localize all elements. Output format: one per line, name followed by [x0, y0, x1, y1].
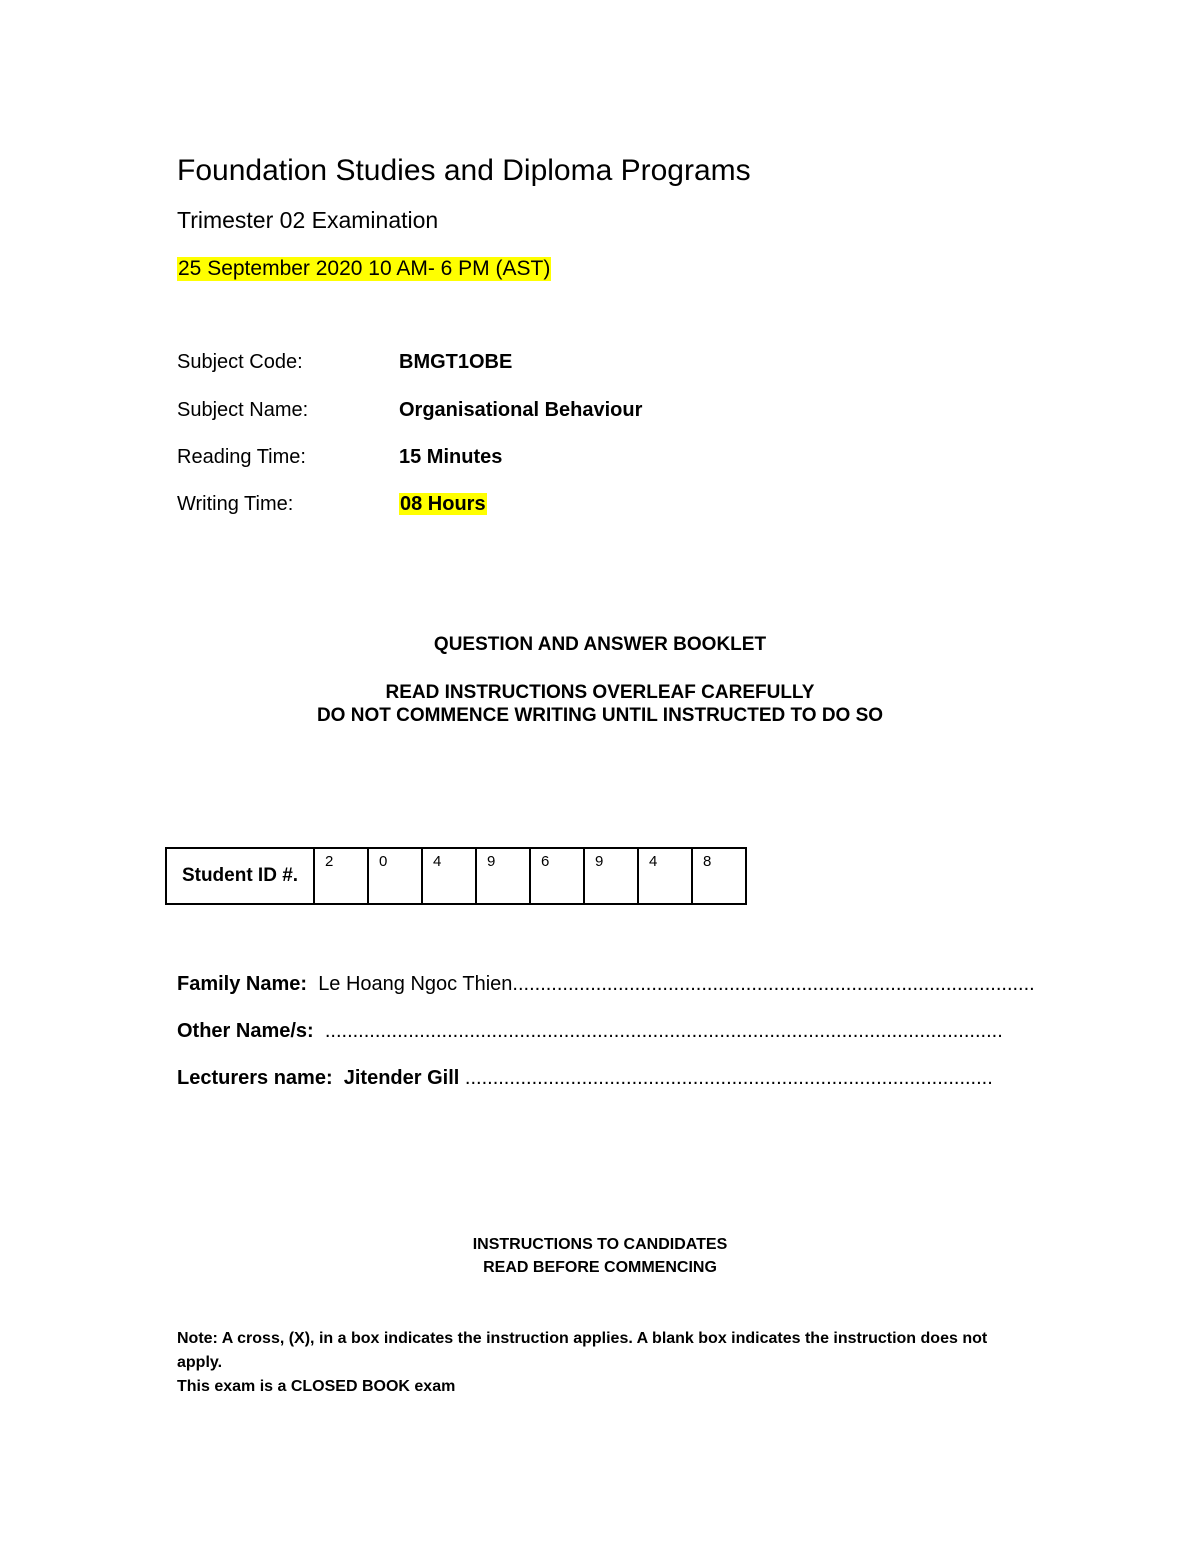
subject-code-label: Subject Code:	[177, 351, 303, 373]
booklet-heading: QUESTION AND ANSWER BOOKLET	[433, 634, 767, 655]
family-name-dots: ..............................................................................................	[512, 973, 1035, 995]
student-id-digit-4[interactable]: 9	[476, 848, 530, 904]
booklet-instruction-2: DO NOT COMMENCE WRITING UNTIL INSTRUCTED TO DO SO	[316, 705, 884, 726]
student-id-label: Student ID #.	[166, 848, 314, 904]
student-id-digit-3[interactable]: 4	[422, 848, 476, 904]
student-id-digit-8[interactable]: 8	[692, 848, 746, 904]
student-id-digit-2[interactable]: 0	[368, 848, 422, 904]
student-id-digit-1[interactable]: 2	[314, 848, 368, 904]
student-id-digit-7[interactable]: 4	[638, 848, 692, 904]
instructions-heading-1: INSTRUCTIONS TO CANDIDATES	[472, 1236, 728, 1253]
other-names-label: Other Name/s:	[177, 1020, 314, 1042]
family-name-value[interactable]: Le Hoang Ngoc Thien	[318, 973, 513, 995]
instructions-heading-2: READ BEFORE COMMENCING	[483, 1259, 717, 1276]
student-id-table	[165, 847, 747, 905]
exam-title: Trimester 02 Examination	[177, 207, 439, 233]
writing-time-label: Writing Time:	[177, 493, 294, 515]
closed-book-notice: This exam is a CLOSED BOOK exam	[177, 1378, 456, 1395]
student-id-digit-5[interactable]: 6	[530, 848, 584, 904]
other-names-dots[interactable]: ..........................................................................................................................	[324, 1020, 1003, 1042]
lecturer-dots: ...............................................................................................	[464, 1067, 993, 1089]
lecturer-label: Lecturers name:	[177, 1067, 333, 1089]
lecturer-value[interactable]: Jitender Gill	[343, 1067, 460, 1089]
reading-time-value: 15 Minutes	[399, 446, 503, 468]
booklet-instruction-1: READ INSTRUCTIONS OVERLEAF CAREFULLY	[385, 682, 815, 703]
subject-name-label: Subject Name:	[177, 399, 309, 421]
institution-title: Foundation Studies and Diploma Programs	[177, 154, 751, 187]
writing-time-value	[399, 493, 487, 516]
subject-name-value: Organisational Behaviour	[399, 399, 643, 421]
instructions-note: Note: A cross, (X), in a box indicates the instruction applies. A blank box indicates the instruction does not apply.	[177, 1330, 988, 1371]
student-id-digit-6[interactable]: 9	[584, 848, 638, 904]
lecturer-row	[177, 1067, 993, 1090]
writing-time-highlight: 08 Hours	[400, 493, 486, 515]
reading-time-label: Reading Time:	[177, 446, 306, 468]
family-name-label: Family Name:	[177, 973, 308, 995]
family-name-row	[177, 973, 1035, 996]
exam-date-time: 25 September 2020 10 AM- 6 PM (AST)	[178, 257, 551, 280]
other-names-row	[177, 1020, 1003, 1043]
subject-code-value: BMGT1OBE	[399, 351, 513, 373]
